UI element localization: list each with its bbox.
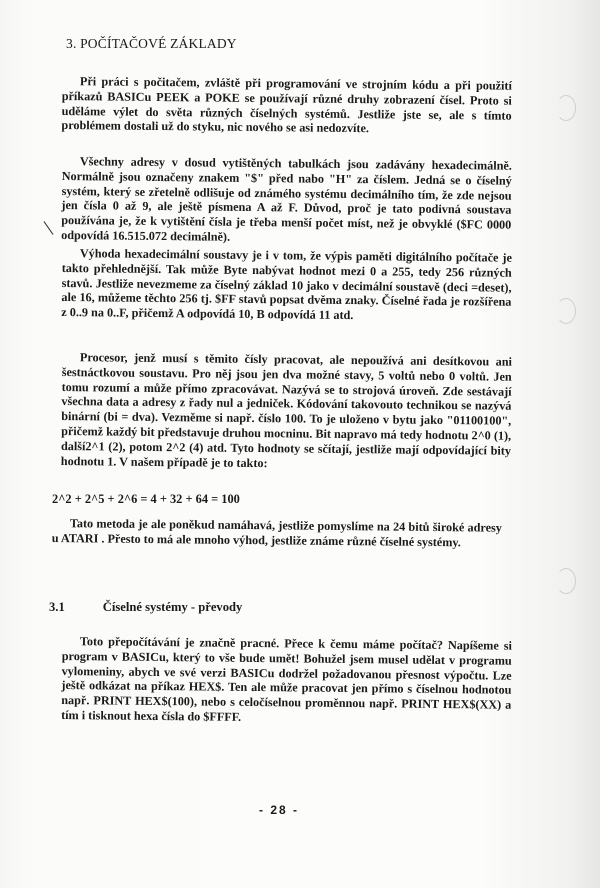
punch-hole-mark xyxy=(556,568,576,594)
margin-pen-mark xyxy=(44,221,54,235)
paragraph-method: Tato metoda je ale poněkud namáhavá, jestliže pomyslíme na 24 bitů široké adresy u ATARI . Přesto to má ale mnoho výhod, jestliže známe různé číselné systémy. xyxy=(51,516,502,550)
chapter-title: 3. POČÍTAČOVÉ ZÁKLADY xyxy=(66,36,237,51)
punch-hole-mark xyxy=(556,95,576,121)
section-title: Číselné systémy - převody xyxy=(102,600,243,614)
paragraph-hex-advantage: Výhoda hexadecimální soustavy je i v tom, že výpis paměti digitálního počítače je takto přehlednější. Tak může Byte nabývat hodnot mezi 0 a 255, tedy 256 různých stavů. Jestliže nevezmeme za číselný základ 10 jako v decimální soustavě (deci =deset), ale 16, můžeme těchto 256 tj. $FF stavů popsat dvěma znaky. Číselné řada je rozšířena z 0..9 na 0..F, přičemž A odpovídá 10, B odpovídá 11 atd. xyxy=(61,246,512,323)
paragraph-hex-addresses: Všechny adresy v dosud vytištěných tabulkách jsou zadávány hexadecimálně. Normálně jsou označeny znakem "$" před nabo "H" za číslem. Jedná se o číselný systém, který se zřetelně odlišuje od známého systému decimálního tím, že zde nejsou jen čísla 0 až 9, ale ještě písmena A až F. Důvod, proč je tato podivná soustava používána je, že k vytištění čísla je třeba menší počet míst, než je obvyklé ($FC 0000 odpovídá 16.515.072 decimálně). xyxy=(61,154,512,244)
paragraph-conversion: Toto přepočítávání je značně pracné. Přece k čemu máme počítač? Napíšeme si program v BASICu, který to vše bude umět! Bohužel jsem musel udělat v programu vylomeniny, abych ve své verzi BASICu dodržel požadovanou přesnost výpočtu. Lze ještě odkázat na příkaz HEX$. Ten ale může pracovat jen přímo s číselnou hodnotou např. PRINT HEX$(100), nebo s celočíselnou proměnnou např. PRINT HEX$(XX) a tím i tisknout hexa čísla do $FFFF. xyxy=(61,634,512,724)
section-heading xyxy=(49,600,242,615)
punch-hole-mark xyxy=(556,298,576,324)
page-number: - 28 - xyxy=(259,803,300,817)
paragraph-binary: Procesor, jenž musí s těmito čísly pracovat, ale nepoužívá ani desítkovou ani šestnáctkovou soustavu. Pro něj jsou jen dva možné stavy, 5 voltů nebo 0 voltů. Jen tomu rozumí a může přímo zpracovávat. Nazývá se to strojová úroveň. Zde sestávají všechna data a adresy z řady nul a jedniček. Kódování takovouto technikou se nazývá binární (bi = dva). Vezměme si např. číslo 100. To je uloženo v bytu jako "01100100", přičemž každý bit představuje druhou mocninu. Bit napravo má tedy hodnotu 2^0 (1), další2^1 (2), potom 2^2 (4) atd. Tyto hodnoty se sčítají, jestliže mají odpovídající bity hodnotu 1. V našem případě je to takto: xyxy=(60,350,512,470)
binary-formula: 2^2 + 2^5 + 2^6 = 4 + 32 + 64 = 100 xyxy=(52,492,240,506)
paragraph-intro: Při práci s počitačem, zvláště při programování ve strojním kódu a při použití příkazů BASICu PEEK a POKE se používají různé druhy zobrazení čísel. Proto si uděláme výlet do světa různých číselných systémů. Jestliže jste se, ale s tímto problémem dostali už do styku, nic nového se asi nedozvíte. xyxy=(61,74,512,136)
section-number: 3.1 xyxy=(49,600,65,614)
